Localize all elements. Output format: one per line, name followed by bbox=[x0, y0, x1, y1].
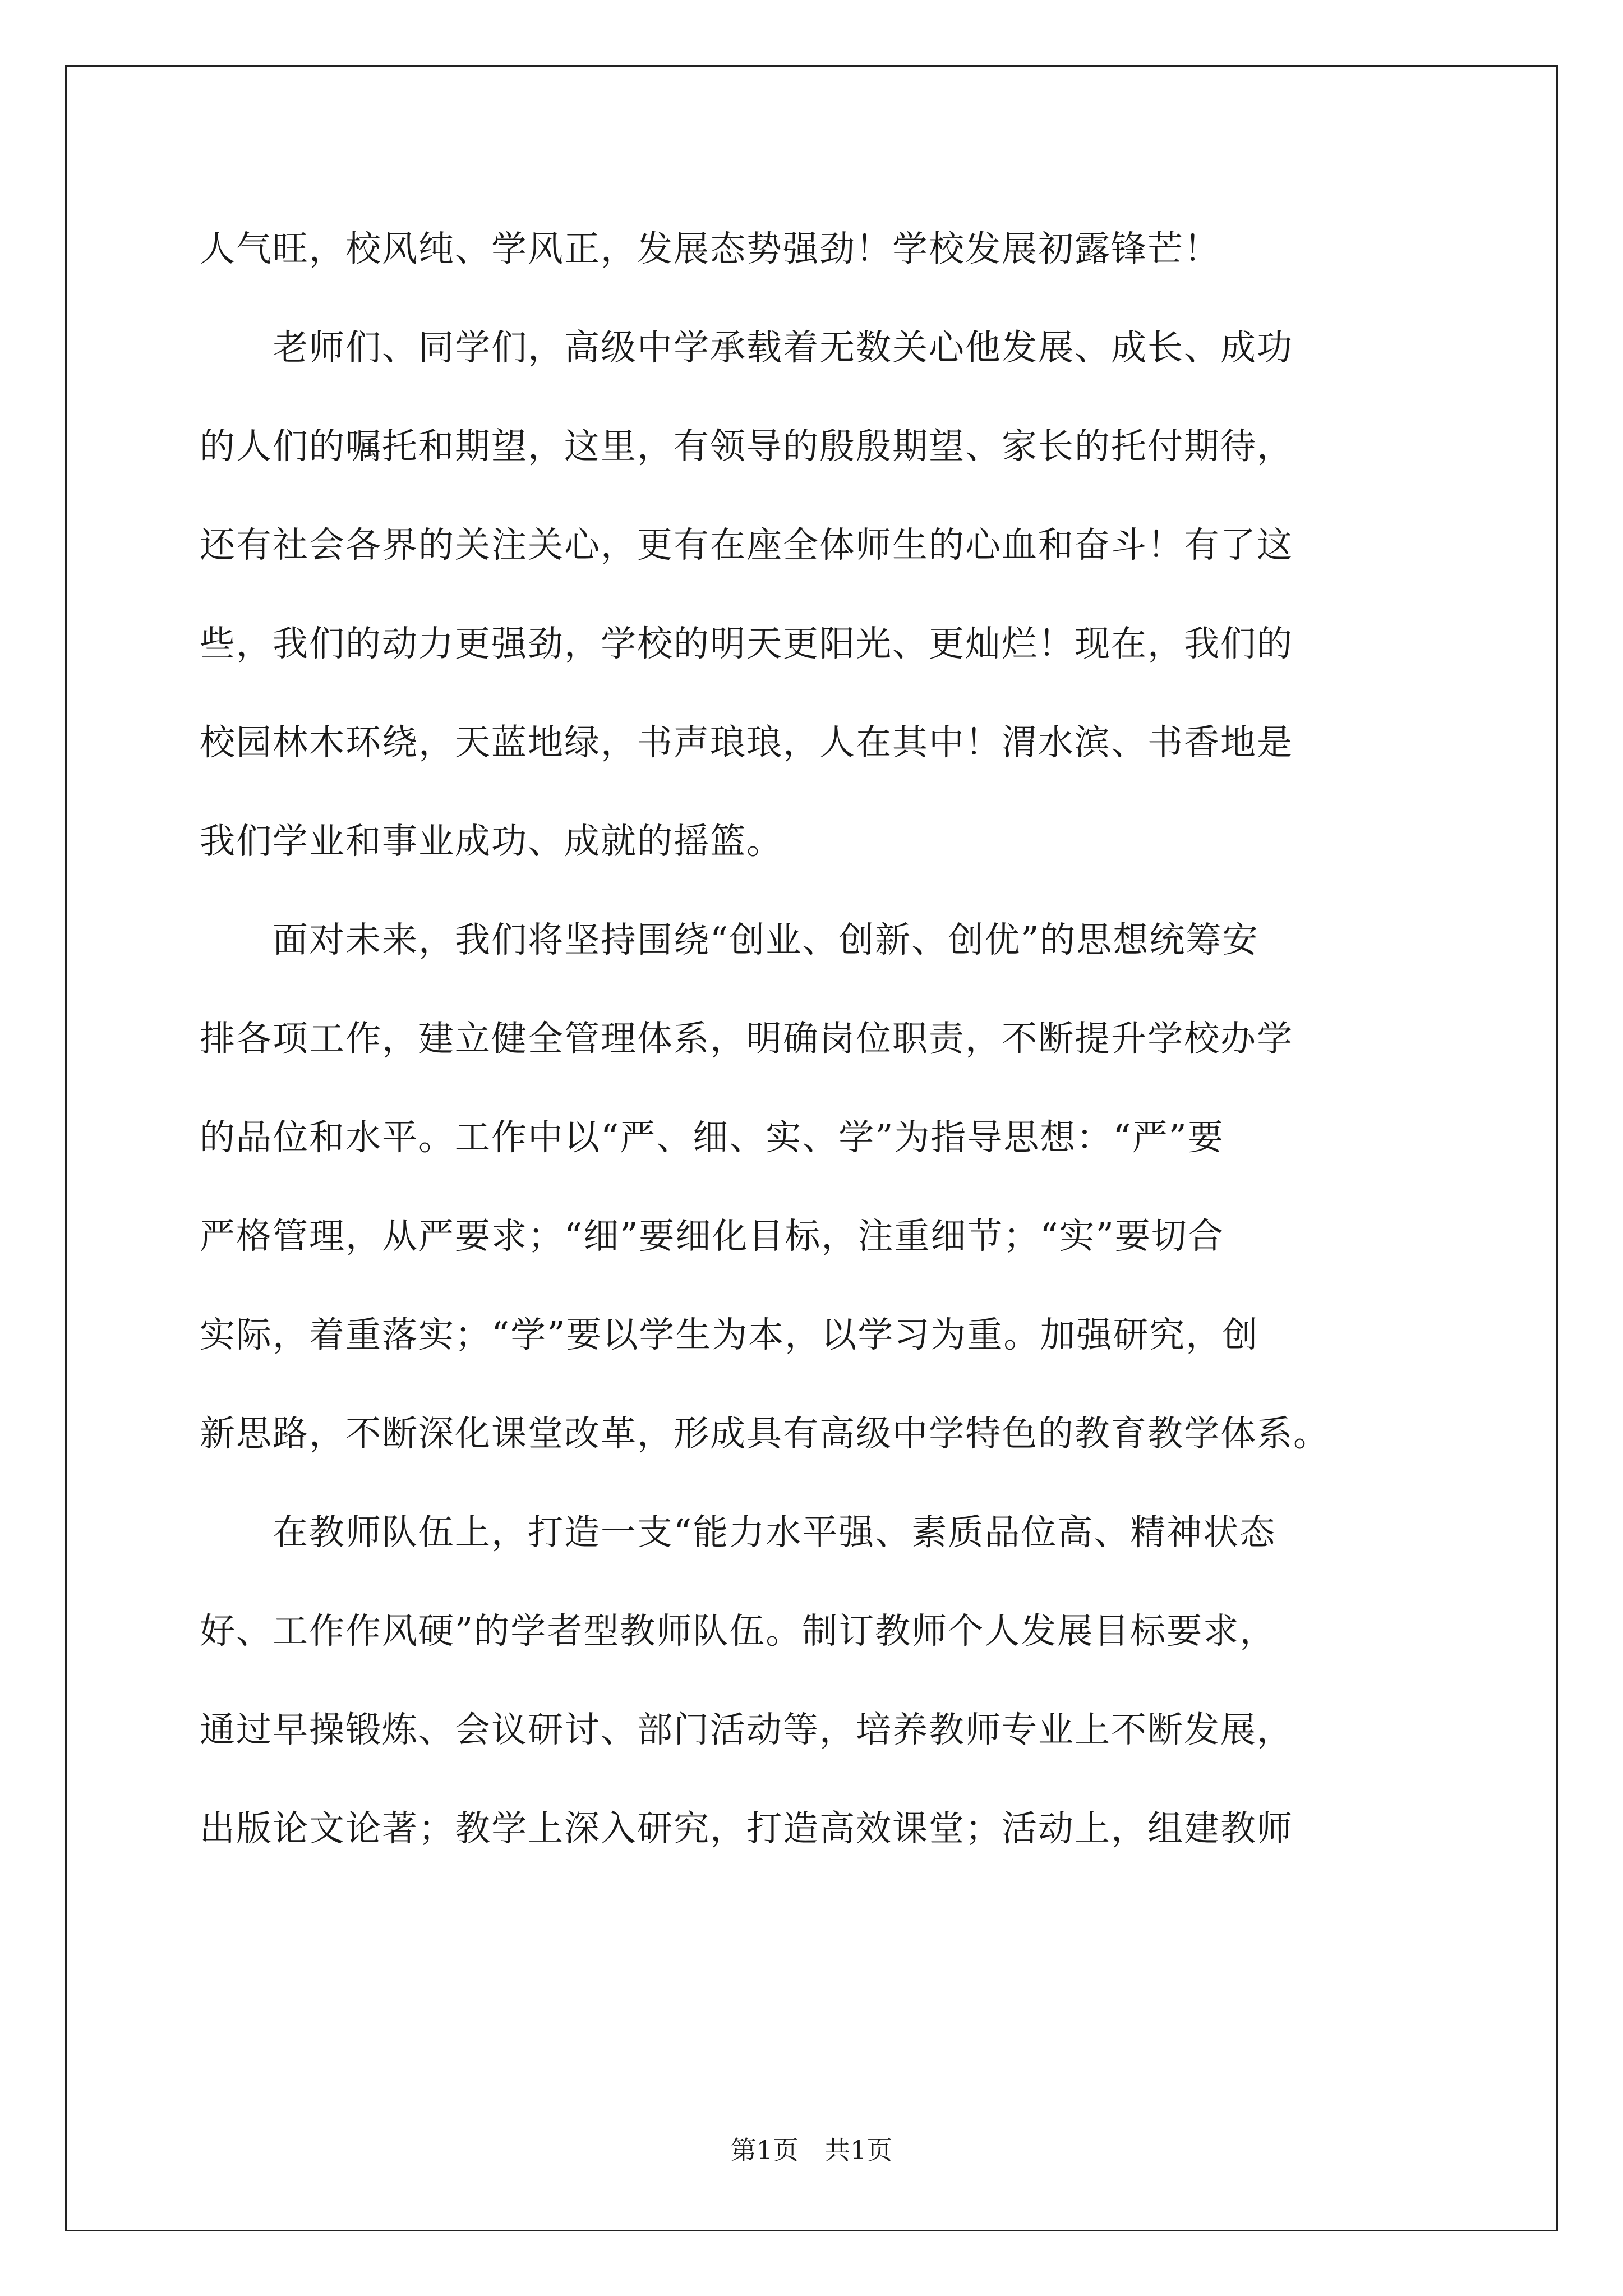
body-line-4: 还有社会各界的关注关心，更有在座全体师生的心血和奋斗！有了这 bbox=[200, 524, 1293, 565]
body-line-1: 人气旺，校风纯、学风正，发展态势强劲！学校发展初露锋芒！ bbox=[200, 228, 1220, 269]
body-line-7: 我们学业和事业成功、成就的摇篮。 bbox=[200, 821, 783, 862]
body-line-17: 出版论文论著；教学上深入研究，打造高效课堂；活动上，组建教师 bbox=[200, 1808, 1293, 1849]
body-line-11: 严格管理，从严要求；“细”要细化目标，注重细节；“实”要切合 bbox=[200, 1216, 1224, 1257]
body-line-16: 通过早操锻炼、会议研讨、部门活动等，培养教师专业上不断发展， bbox=[200, 1709, 1293, 1750]
page-number-footer: 第1页 共1页 bbox=[730, 2135, 893, 2165]
body-line-13: 新思路，不断深化课堂改革，形成具有高级中学特色的教育教学体系。 bbox=[200, 1413, 1330, 1454]
body-line-12: 实际，着重落实；“学”要以学生为本，以学习为重。加强研究，创 bbox=[200, 1314, 1259, 1355]
body-line-6: 校园林木环绕，天蓝地绿，书声琅琅，人在其中！渭水滨、书香地是 bbox=[200, 722, 1293, 763]
body-line-5: 些，我们的动力更强劲，学校的明天更阳光、更灿烂！现在，我们的 bbox=[200, 623, 1293, 664]
body-line-3: 的人们的嘱托和期望，这里，有领导的殷殷期望、家长的托付期待， bbox=[200, 426, 1293, 467]
body-line-9: 排各项工作，建立健全管理体系，明确岗位职责，不断提升学校办学 bbox=[200, 1018, 1293, 1059]
body-line-14: 在教师队伍上，打造一支“能力水平强、素质品位高、精神状态 bbox=[200, 1512, 1276, 1553]
body-line-2: 老师们、同学们，高级中学承载着无数关心他发展、成长、成功 bbox=[200, 327, 1293, 368]
body-line-8: 面对未来，我们将坚持围绕“创业、创新、创优”的思想统筹安 bbox=[200, 919, 1259, 960]
body-line-15: 好、工作作风硬”的学者型教师队伍。制订教师个人发展目标要求， bbox=[200, 1611, 1276, 1651]
body-line-10: 的品位和水平。工作中以“严、细、实、学”为指导思想：“严”要 bbox=[200, 1117, 1224, 1158]
